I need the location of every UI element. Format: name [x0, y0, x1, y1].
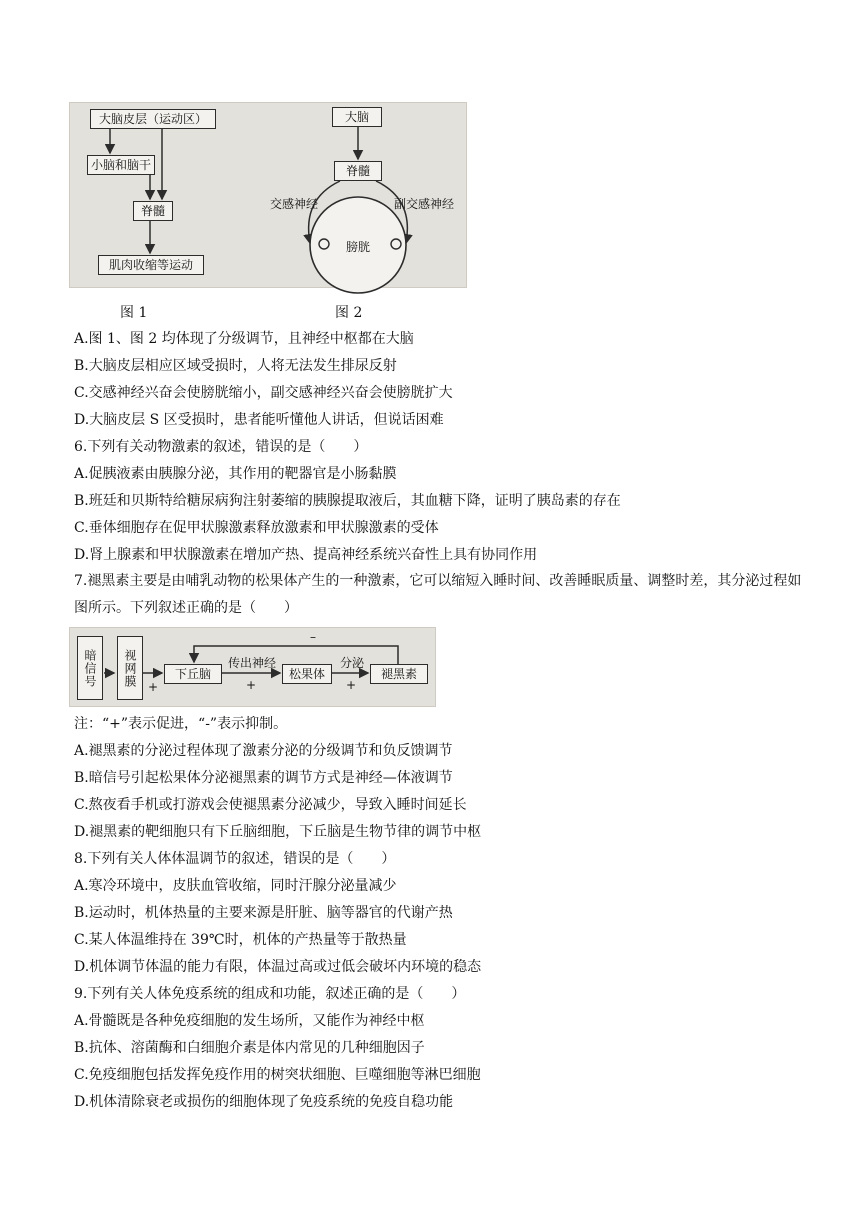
q8-option-a: A.寒冷环境中，皮肤血管收缩，同时汗腺分泌量减少: [74, 878, 397, 894]
q7-figure-photo: [69, 627, 436, 707]
q7-plus-sign: +: [346, 678, 357, 692]
fig1-cerebellum-box: 小脑和脑干: [87, 155, 155, 175]
q7-note: 注：“+”表示促进，“-”表示抑制。: [74, 716, 288, 732]
q8-option-b: B.运动时，机体热量的主要来源是肝脏、脑等器官的代谢产热: [74, 905, 453, 921]
q9-option-d: D.机体清除衰老或损伤的细胞体现了免疫系统的免疫自稳功能: [74, 1094, 454, 1110]
q7-plus-sign: +: [246, 678, 257, 692]
q7-efferent-label: 传出神经: [228, 656, 277, 670]
q5-option-d: D.大脑皮层 S 区受损时，患者能听懂他人讲话，但说话困难: [74, 412, 444, 428]
fig2-brain-box: 大脑: [332, 107, 382, 127]
q7-dark-signal-box: 暗信号: [77, 636, 103, 700]
q8-option-d: D.机体调节体温的能力有限，体温过高或过低会破坏内环境的稳态: [74, 959, 482, 975]
q8-option-c: C.某人体温维持在 39℃时，机体的产热量等于散热量: [74, 932, 407, 948]
q6-stem: 6.下列有关动物激素的叙述，错误的是（ ）: [74, 439, 368, 455]
q7-option-c: C.熬夜看手机或打游戏会使褪黑素分泌减少，导致入睡时间延长: [74, 797, 467, 813]
q5-option-b: B.大脑皮层相应区域受损时，人将无法发生排尿反射: [74, 358, 397, 374]
q9-option-b: B.抗体、溶菌酶和白细胞介素是体内常见的几种细胞因子: [74, 1040, 425, 1056]
q5-option-a: A.图 1、图 2 均体现了分级调节，且神经中枢都在大脑: [74, 331, 414, 347]
q6-option-a: A.促胰液素由胰腺分泌，其作用的靶器官是小肠黏膜: [74, 466, 397, 482]
fig2-caption: 图 2: [335, 305, 363, 321]
q7-plus-sign: +: [148, 680, 159, 694]
fig2-bladder-label: 膀胱: [346, 240, 371, 254]
q5-option-c: C.交感神经兴奋会使膀胱缩小，副交感神经兴奋会使膀胱扩大: [74, 385, 453, 401]
fig2-spinal-box: 脊髓: [334, 161, 382, 181]
q9-stem: 9.下列有关人体免疫系统的组成和功能，叙述正确的是（ ）: [74, 986, 466, 1002]
fig2-sympathetic-label: 交感神经: [270, 197, 319, 211]
q7-retina-box: 视网膜: [117, 636, 143, 700]
q8-stem: 8.下列有关人体体温调节的叙述，错误的是（ ）: [74, 851, 396, 867]
q6-option-c: C.垂体细胞存在促甲状腺激素释放激素和甲状腺激素的受体: [74, 520, 439, 536]
q7-option-a: A.褪黑素的分泌过程体现了激素分泌的分级调节和负反馈调节: [74, 743, 453, 759]
q9-option-c: C.免疫细胞包括发挥免疫作用的树突状细胞、巨噬细胞等淋巴细胞: [74, 1067, 481, 1083]
q9-option-a: A.骨髓既是各种免疫细胞的发生场所，又能作为神经中枢: [74, 1013, 425, 1029]
q6-option-b: B.班廷和贝斯特给糖尿病狗注射萎缩的胰腺提取液后，其血糖下降，证明了胰岛素的存在: [74, 493, 621, 509]
q7-minus-sign: –: [310, 630, 316, 644]
fig1-muscle-box: 肌肉收缩等运动: [98, 255, 204, 275]
q7-stem: 7.褪黑素主要是由哺乳动物的松果体产生的一种激素，它可以缩短入睡时间、改善睡眠质量、调整时差，其分泌过程如图所示。下列叙述正确的是（ ）: [74, 573, 802, 616]
fig1-caption: 图 1: [120, 305, 148, 321]
figure-1-2-photo: [69, 102, 467, 288]
q7-hypothalamus-box: 下丘脑: [164, 664, 222, 684]
fig1-cortex-box: 大脑皮层（运动区）: [90, 109, 216, 129]
fig1-spinal-box: 脊髓: [133, 201, 173, 221]
q7-option-d: D.褪黑素的靶细胞只有下丘脑细胞，下丘脑是生物节律的调节中枢: [74, 824, 482, 840]
q7-pineal-box: 松果体: [282, 664, 332, 684]
q7-melatonin-box: 褪黑素: [370, 664, 428, 684]
q6-option-d: D.肾上腺素和甲状腺激素在增加产热、提高神经系统兴奋性上具有协同作用: [74, 547, 538, 563]
q7-option-b: B.暗信号引起松果体分泌褪黑素的调节方式是神经—体液调节: [74, 770, 453, 786]
fig2-parasympathetic-label: 副交感神经: [394, 197, 455, 211]
q7-secrete-label: 分泌: [340, 656, 365, 670]
